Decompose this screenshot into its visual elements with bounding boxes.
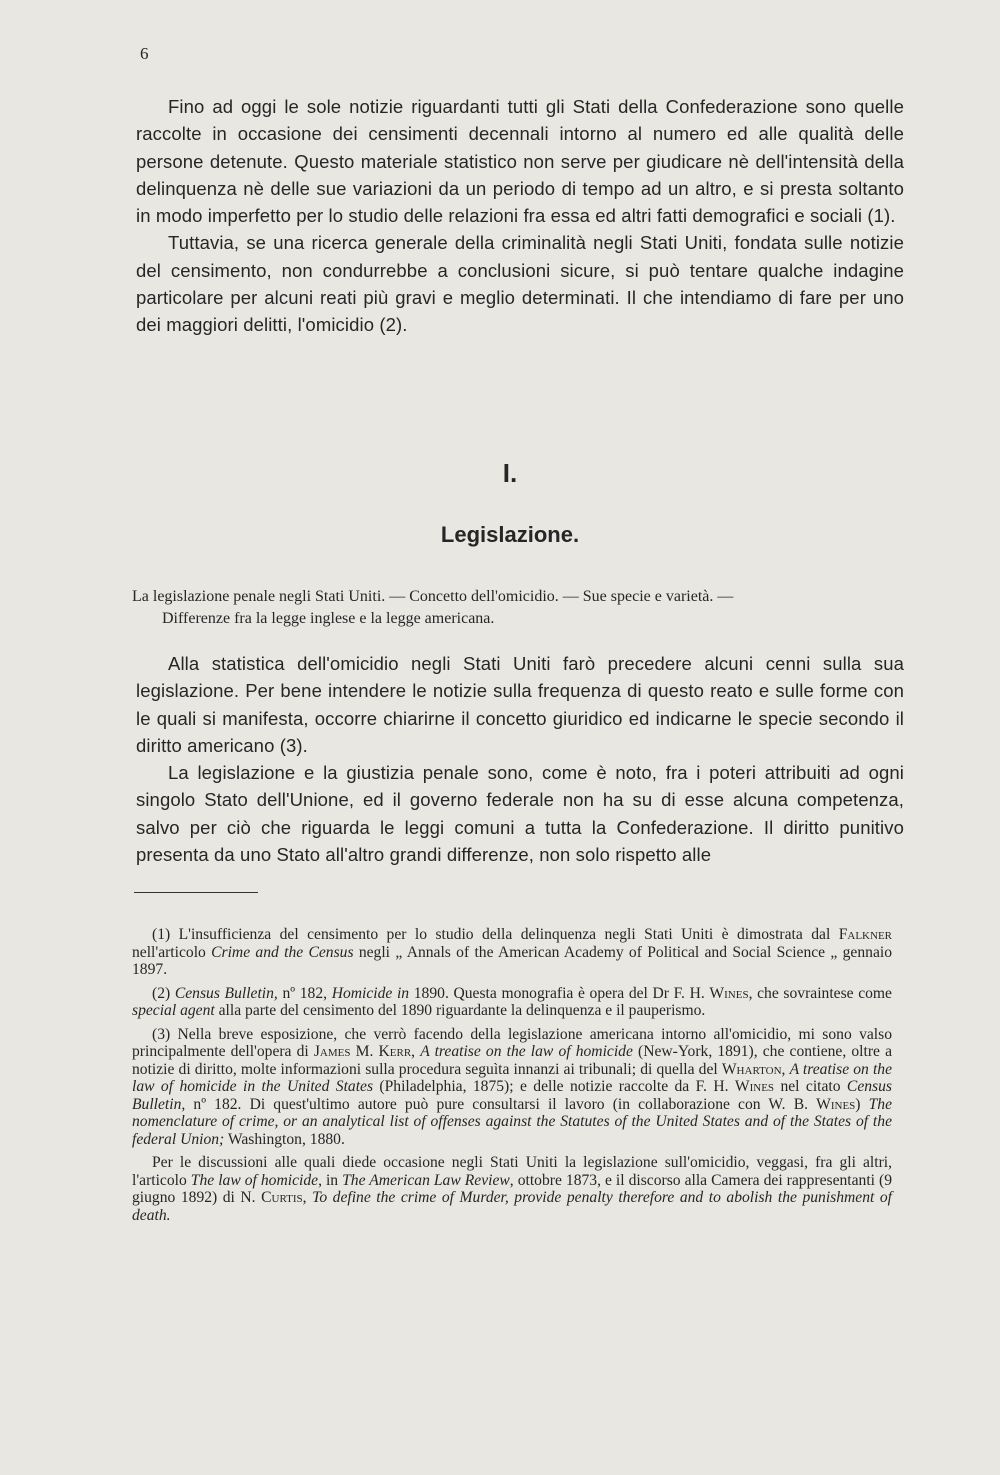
section-body — [136, 650, 904, 868]
intro-paragraph-1: Fino ad oggi le sole notizie riguardanti tutti gli Stati della Confederazione sono quelle raccolte in occasione dei censimenti decennali intorno al numero ed alle qualità delle persone detenute. Questo materiale statistico non serve per giudicare nè dell'intensità della delinquenza nè delle sue variazioni da un periodo di tempo ad un altro, e si presta soltanto in modo imperfetto per lo studio delle relazioni fra essa ed altri fatti demografici e sociali (1). — [136, 96, 904, 227]
footnote-separator — [134, 892, 258, 893]
section-title: Legislazione. — [440, 522, 580, 547]
section-number: I. — [502, 458, 518, 488]
intro-paragraph-2: Tuttavia, se una ricerca generale della criminalità negli Stati Uniti, fondata sulle notizie del censimento, non condurrebbe a conclusioni sicure, si può tentare qualche indagine particolare per alcuni reati più gravi e meglio determinati. Il che intendiamo di fare per uno dei maggiori delitti, l'omicidio (2). — [136, 232, 904, 336]
footnote-2: (2) Census Bulletin, nº 182, Homicide in 1890. Questa monografia è opera del Dr F. H. Wines, che sovraintese come special agent alla parte del censimento del 1890 riguardante la delinquenza e il pauperismo. — [132, 984, 892, 1019]
intro-text — [136, 93, 904, 339]
page-number: 6 — [140, 44, 149, 63]
summary-line-2: Differenze fra la legge inglese e la legge americana. — [162, 610, 495, 627]
summary-line-1: La legislazione penale negli Stati Uniti. — Concetto dell'omicidio. — Sue specie e varietà. — — [132, 588, 734, 605]
footnote-4: Per le discussioni alle quali diede occasione negli Stati Uniti la legislazione sull'omicidio, veggasi, fra gli altri, l'articolo The law of homicide, in The American Law Review, ottobre 1873, e il discorso alla Camera dei rappresentanti (9 giugno 1892) di N. Curtis, To define the crime of Murder, provide penalty therefore and to abolish the punishment of death. — [132, 1154, 893, 1224]
section-paragraph-2: La legislazione e la giustizia penale sono, come è noto, fra i poteri attribuiti ad ogni singolo Stato dell'Unione, ed il governo federale non ha su di esse alcuna competenza, salvo per ciò che riguarda le leggi comuni a tutta la Confederazione. Il diritto punitivo presenta da uno Stato all'altro grandi differenze, non solo rispetto alle — [136, 762, 904, 866]
footnotes — [132, 926, 892, 1230]
footnote-3: (3) Nella breve esposizione, che verrò facendo della legislazione americana intorno all'omicidio, mi sono valso principalmente dell'opera di James M. Kerr, A treatise on the law of homicide (New-York, 1891), che contiene, oltre a notizie di diritto, molte informazioni sulla procedura seguìta innanzi ai tribunali; di quella del Wharton, A treatise on the law of homicide in the United States (Philadelphia, 1875); e delle notizie raccolte da F. H. Wines nel citato Census Bulletin, nº 182. Di quest'ultimo autore può pure consultarsi il lavoro (in collaborazione con W. B. Wines) The nomenclature of crime, or an analytical list of offenses against the Statutes of the United States and of the States of the federal Union; Washington, 1880. — [132, 1025, 893, 1148]
footnote-1: (1) L'insufficienza del censimento per lo studio della delinquenza negli Stati Uniti è dimostrata dal Falkner nell'articolo Crime and the Census negli „ Annals of the American Academy of Political and Social Science „ gennaio 1897. — [132, 926, 892, 978]
section-summary — [132, 586, 902, 630]
section-paragraph-1: Alla statistica dell'omicidio negli Stati Uniti farò precedere alcuni cenni sulla sua legislazione. Per bene intendere le notizie sulla frequenza di questo reato e sulle forme con le quali si manifesta, occorre chiarirne il concetto giuridico ed indicarne le specie secondo il diritto americano (3). — [136, 653, 904, 756]
